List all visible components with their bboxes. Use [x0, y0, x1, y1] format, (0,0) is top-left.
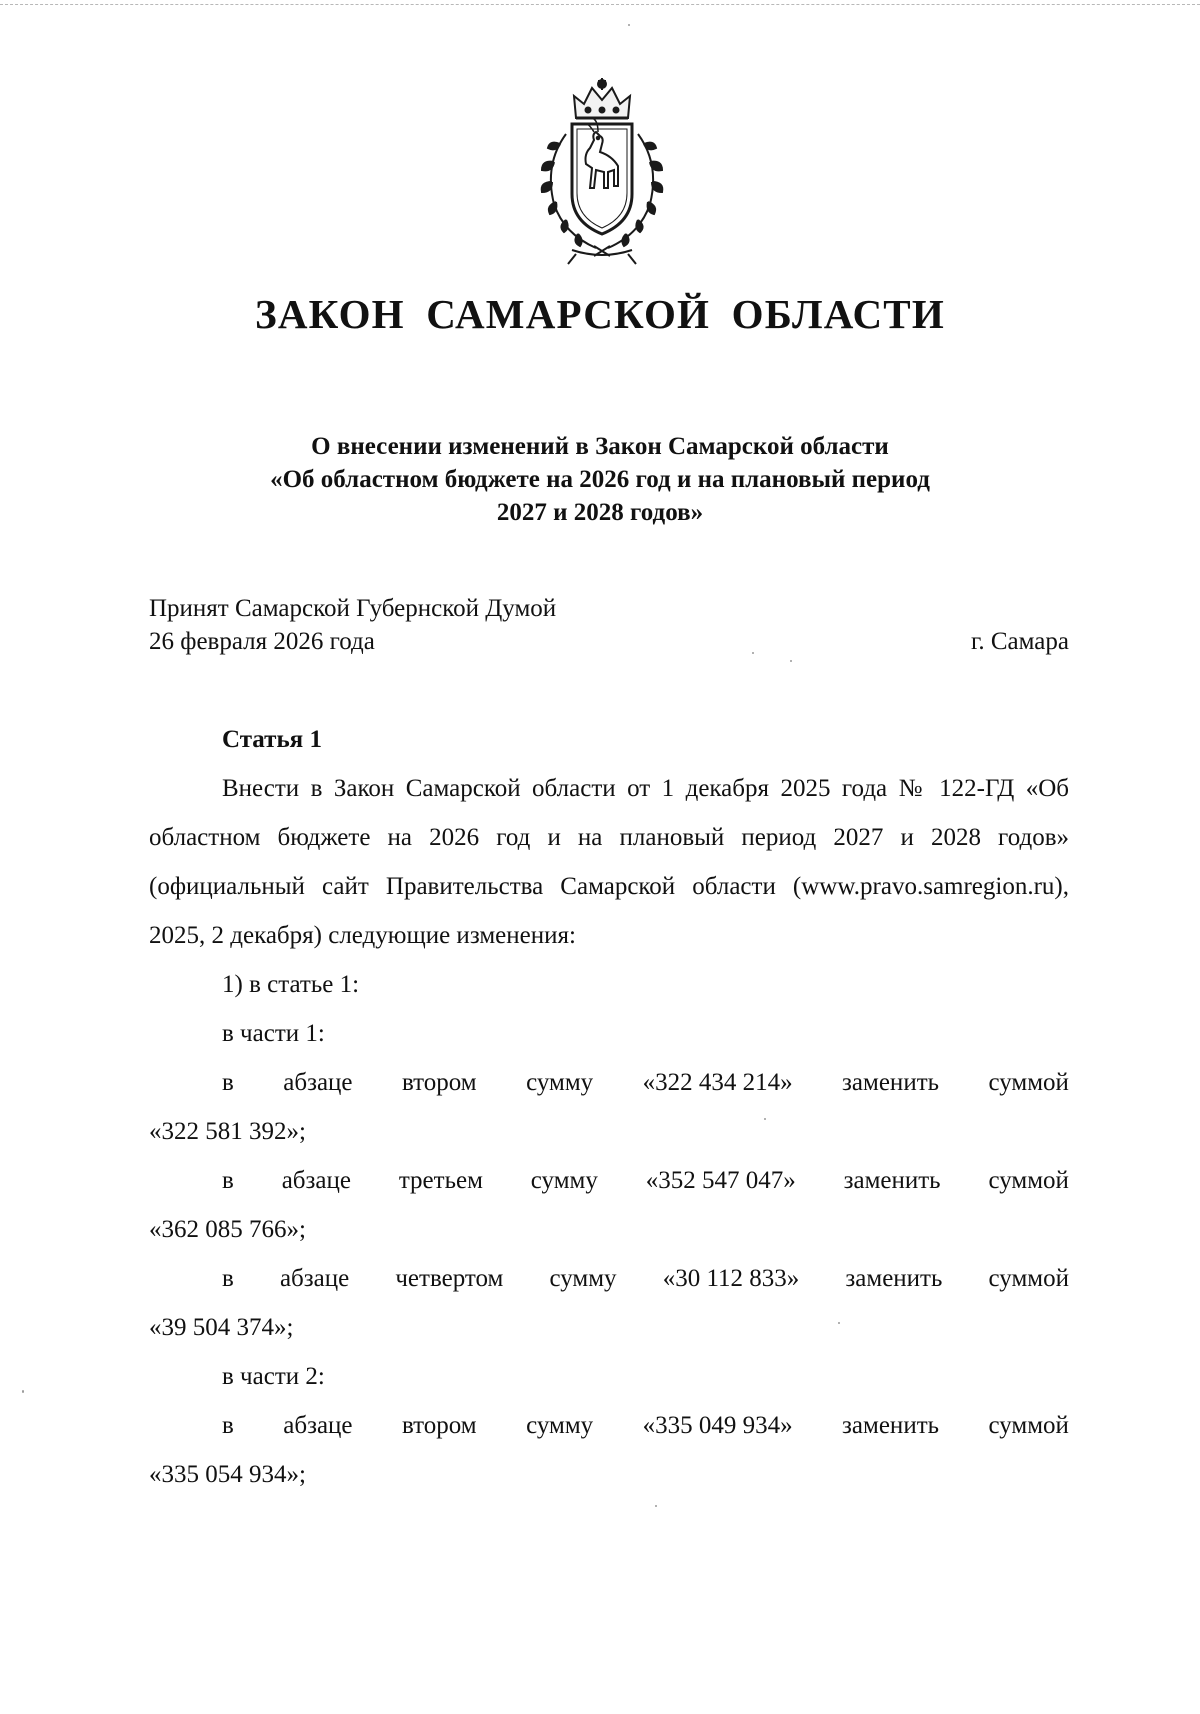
article-heading: Статья 1	[222, 726, 322, 753]
amendment-word: абзаце	[283, 1412, 353, 1439]
adoption-info	[149, 592, 1069, 658]
amendment-word: суммой	[988, 1069, 1069, 1096]
amendment-word: сумму	[549, 1265, 617, 1292]
amendment-word: суммой	[988, 1265, 1069, 1292]
amendment-word: в	[222, 1265, 234, 1292]
old-amount: «322 434 214»	[642, 1069, 793, 1096]
amendment-word: абзаце	[281, 1167, 351, 1194]
scan-speck	[752, 652, 754, 654]
amendment-2	[149, 1156, 1069, 1254]
amendment-word: сумму	[526, 1412, 594, 1439]
amendment-word: абзаце	[279, 1265, 350, 1292]
amendment-word: в	[222, 1412, 234, 1439]
amendment-word: заменить	[845, 1265, 943, 1292]
adopted-by: Принят Самарской Губернской Думой	[149, 595, 557, 622]
coat-of-arms-emblem	[514, 74, 690, 266]
crown-icon	[574, 78, 630, 118]
subtitle-line: «Об областном бюджете на 2026 год и на плановый период	[270, 466, 930, 493]
article-body	[149, 764, 1069, 1499]
item-1-line: 1) в статье 1:	[222, 971, 360, 998]
amendment-row	[149, 1156, 1069, 1205]
amendment-word: в	[222, 1167, 234, 1194]
old-amount: «352 547 047»	[645, 1167, 796, 1194]
amendment-word: суммой	[988, 1167, 1069, 1194]
law-title: ЗАКОН САМАРСКОЙ ОБЛАСТИ	[255, 291, 945, 337]
adopted-date: 26 февраля 2026 года	[149, 628, 375, 655]
new-amount: «322 581 392»;	[149, 1118, 306, 1145]
amendment-row	[149, 1401, 1069, 1450]
scan-top-edge	[0, 4, 1200, 5]
scan-speck	[22, 1390, 24, 1393]
old-amount: «335 049 934»	[642, 1412, 793, 1439]
amendment-4	[149, 1401, 1069, 1499]
part-1-line: в части 1:	[222, 1020, 325, 1047]
subtitle-line: О внесении изменений в Закон Самарской области	[311, 433, 889, 460]
amendment-word: абзаце	[283, 1069, 353, 1096]
amendment-word: в	[222, 1069, 234, 1096]
amendment-word: заменить	[842, 1069, 940, 1096]
amendment-word: третьем	[398, 1167, 483, 1194]
old-amount: «30 112 833»	[662, 1265, 800, 1292]
scan-speck	[790, 660, 792, 662]
amendment-1	[149, 1058, 1069, 1156]
new-amount: «39 504 374»;	[149, 1314, 294, 1341]
city-name: г. Самара	[970, 628, 1069, 655]
subtitle-line: 2027 и 2028 годов»	[496, 499, 704, 526]
amendment-word: заменить	[843, 1167, 941, 1194]
amendment-word: сумму	[526, 1069, 594, 1096]
amendment-word: суммой	[988, 1412, 1069, 1439]
amendment-word: втором	[401, 1412, 477, 1439]
amendment-word: заменить	[842, 1412, 940, 1439]
amendment-3	[149, 1254, 1069, 1352]
intro-paragraph: Внести в Закон Самарской области от 1 декабря 2025 года № 122-ГД «Об областном бюджете на 2026 год и на плановый период 2027 и 2028 годов» (официальный сайт Правительства Самарской области (www.pravo.samregion.ru), 2025, 2 декабря) следующие изменения:	[149, 775, 1069, 949]
amendment-word: четвертом	[395, 1265, 504, 1292]
part-2-line: в части 2:	[222, 1363, 325, 1390]
ribbon-icon	[568, 246, 636, 264]
amendment-row	[149, 1058, 1069, 1107]
amendment-word: сумму	[530, 1167, 598, 1194]
new-amount: «362 085 766»;	[149, 1216, 306, 1243]
scan-speck	[628, 24, 630, 26]
scan-speck	[764, 1118, 766, 1120]
scan-speck	[838, 1322, 840, 1324]
law-subtitle	[150, 430, 1050, 529]
new-amount: «335 054 934»;	[149, 1461, 306, 1488]
amendment-word: втором	[401, 1069, 477, 1096]
date-city-row	[149, 625, 1069, 658]
amendment-row	[149, 1254, 1069, 1303]
scan-speck	[655, 1505, 657, 1507]
